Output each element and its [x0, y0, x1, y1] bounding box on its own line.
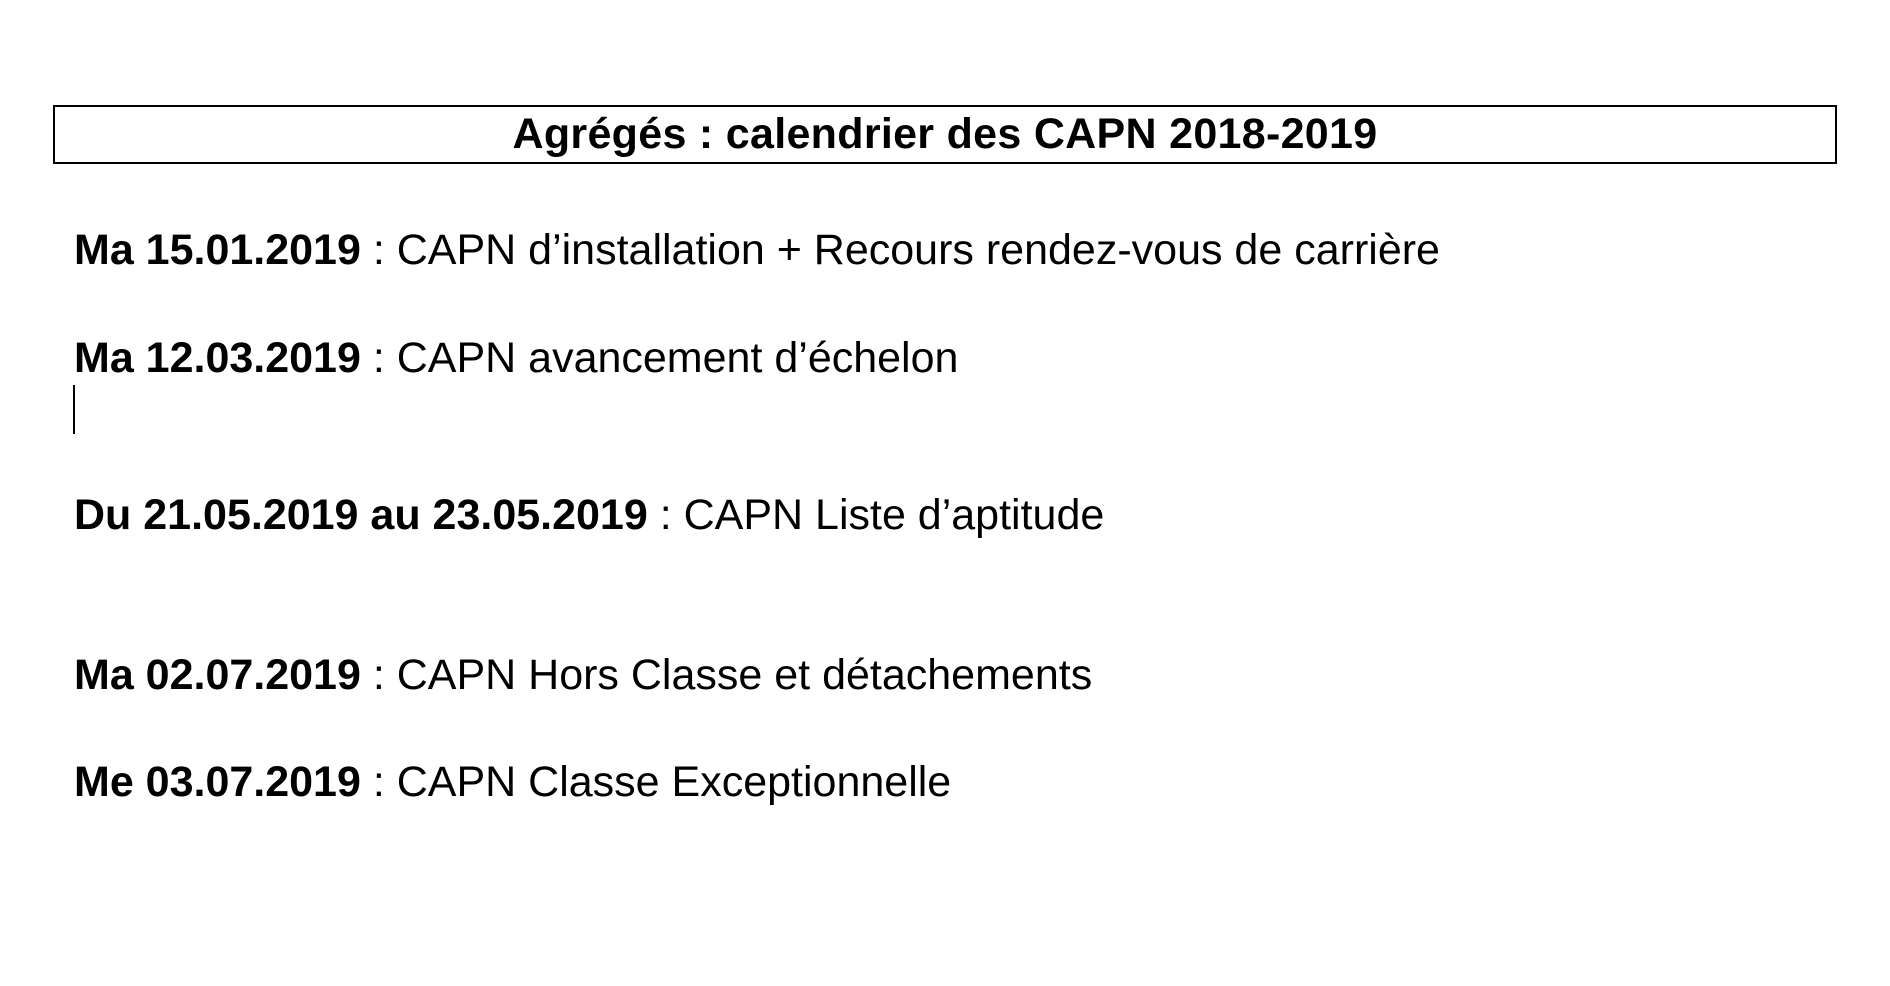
entry-description: CAPN d’installation + Recours rendez-vous de carrière — [396, 226, 1440, 274]
entry-date: Me 03.07.2019 — [74, 758, 361, 806]
entry-date: Ma 12.03.2019 — [74, 334, 361, 382]
calendar-entry — [74, 758, 952, 806]
entry-date: Ma 02.07.2019 — [74, 651, 361, 699]
entry-date: Ma 15.01.2019 — [74, 226, 361, 274]
entry-description: CAPN Classe Exceptionnelle — [396, 758, 952, 806]
text-cursor — [73, 385, 75, 434]
calendar-entry — [74, 651, 1093, 699]
calendar-entry — [74, 226, 1440, 274]
entry-separator: : — [647, 491, 684, 539]
entry-description: CAPN avancement d’échelon — [396, 334, 959, 382]
calendar-entry — [74, 491, 1105, 539]
entry-separator: : — [360, 334, 397, 382]
entry-description: CAPN Hors Classe et détachements — [396, 651, 1093, 699]
entry-separator: : — [360, 226, 397, 274]
title-box — [53, 105, 1837, 164]
entry-description: CAPN Liste d’aptitude — [683, 491, 1105, 539]
entry-date: Du 21.05.2019 au 23.05.2019 — [74, 491, 648, 539]
entry-separator: : — [360, 758, 397, 806]
calendar-entry — [74, 334, 959, 382]
page-title: Agrégés : calendrier des CAPN 2018-2019 — [512, 110, 1378, 158]
entry-separator: : — [360, 651, 397, 699]
